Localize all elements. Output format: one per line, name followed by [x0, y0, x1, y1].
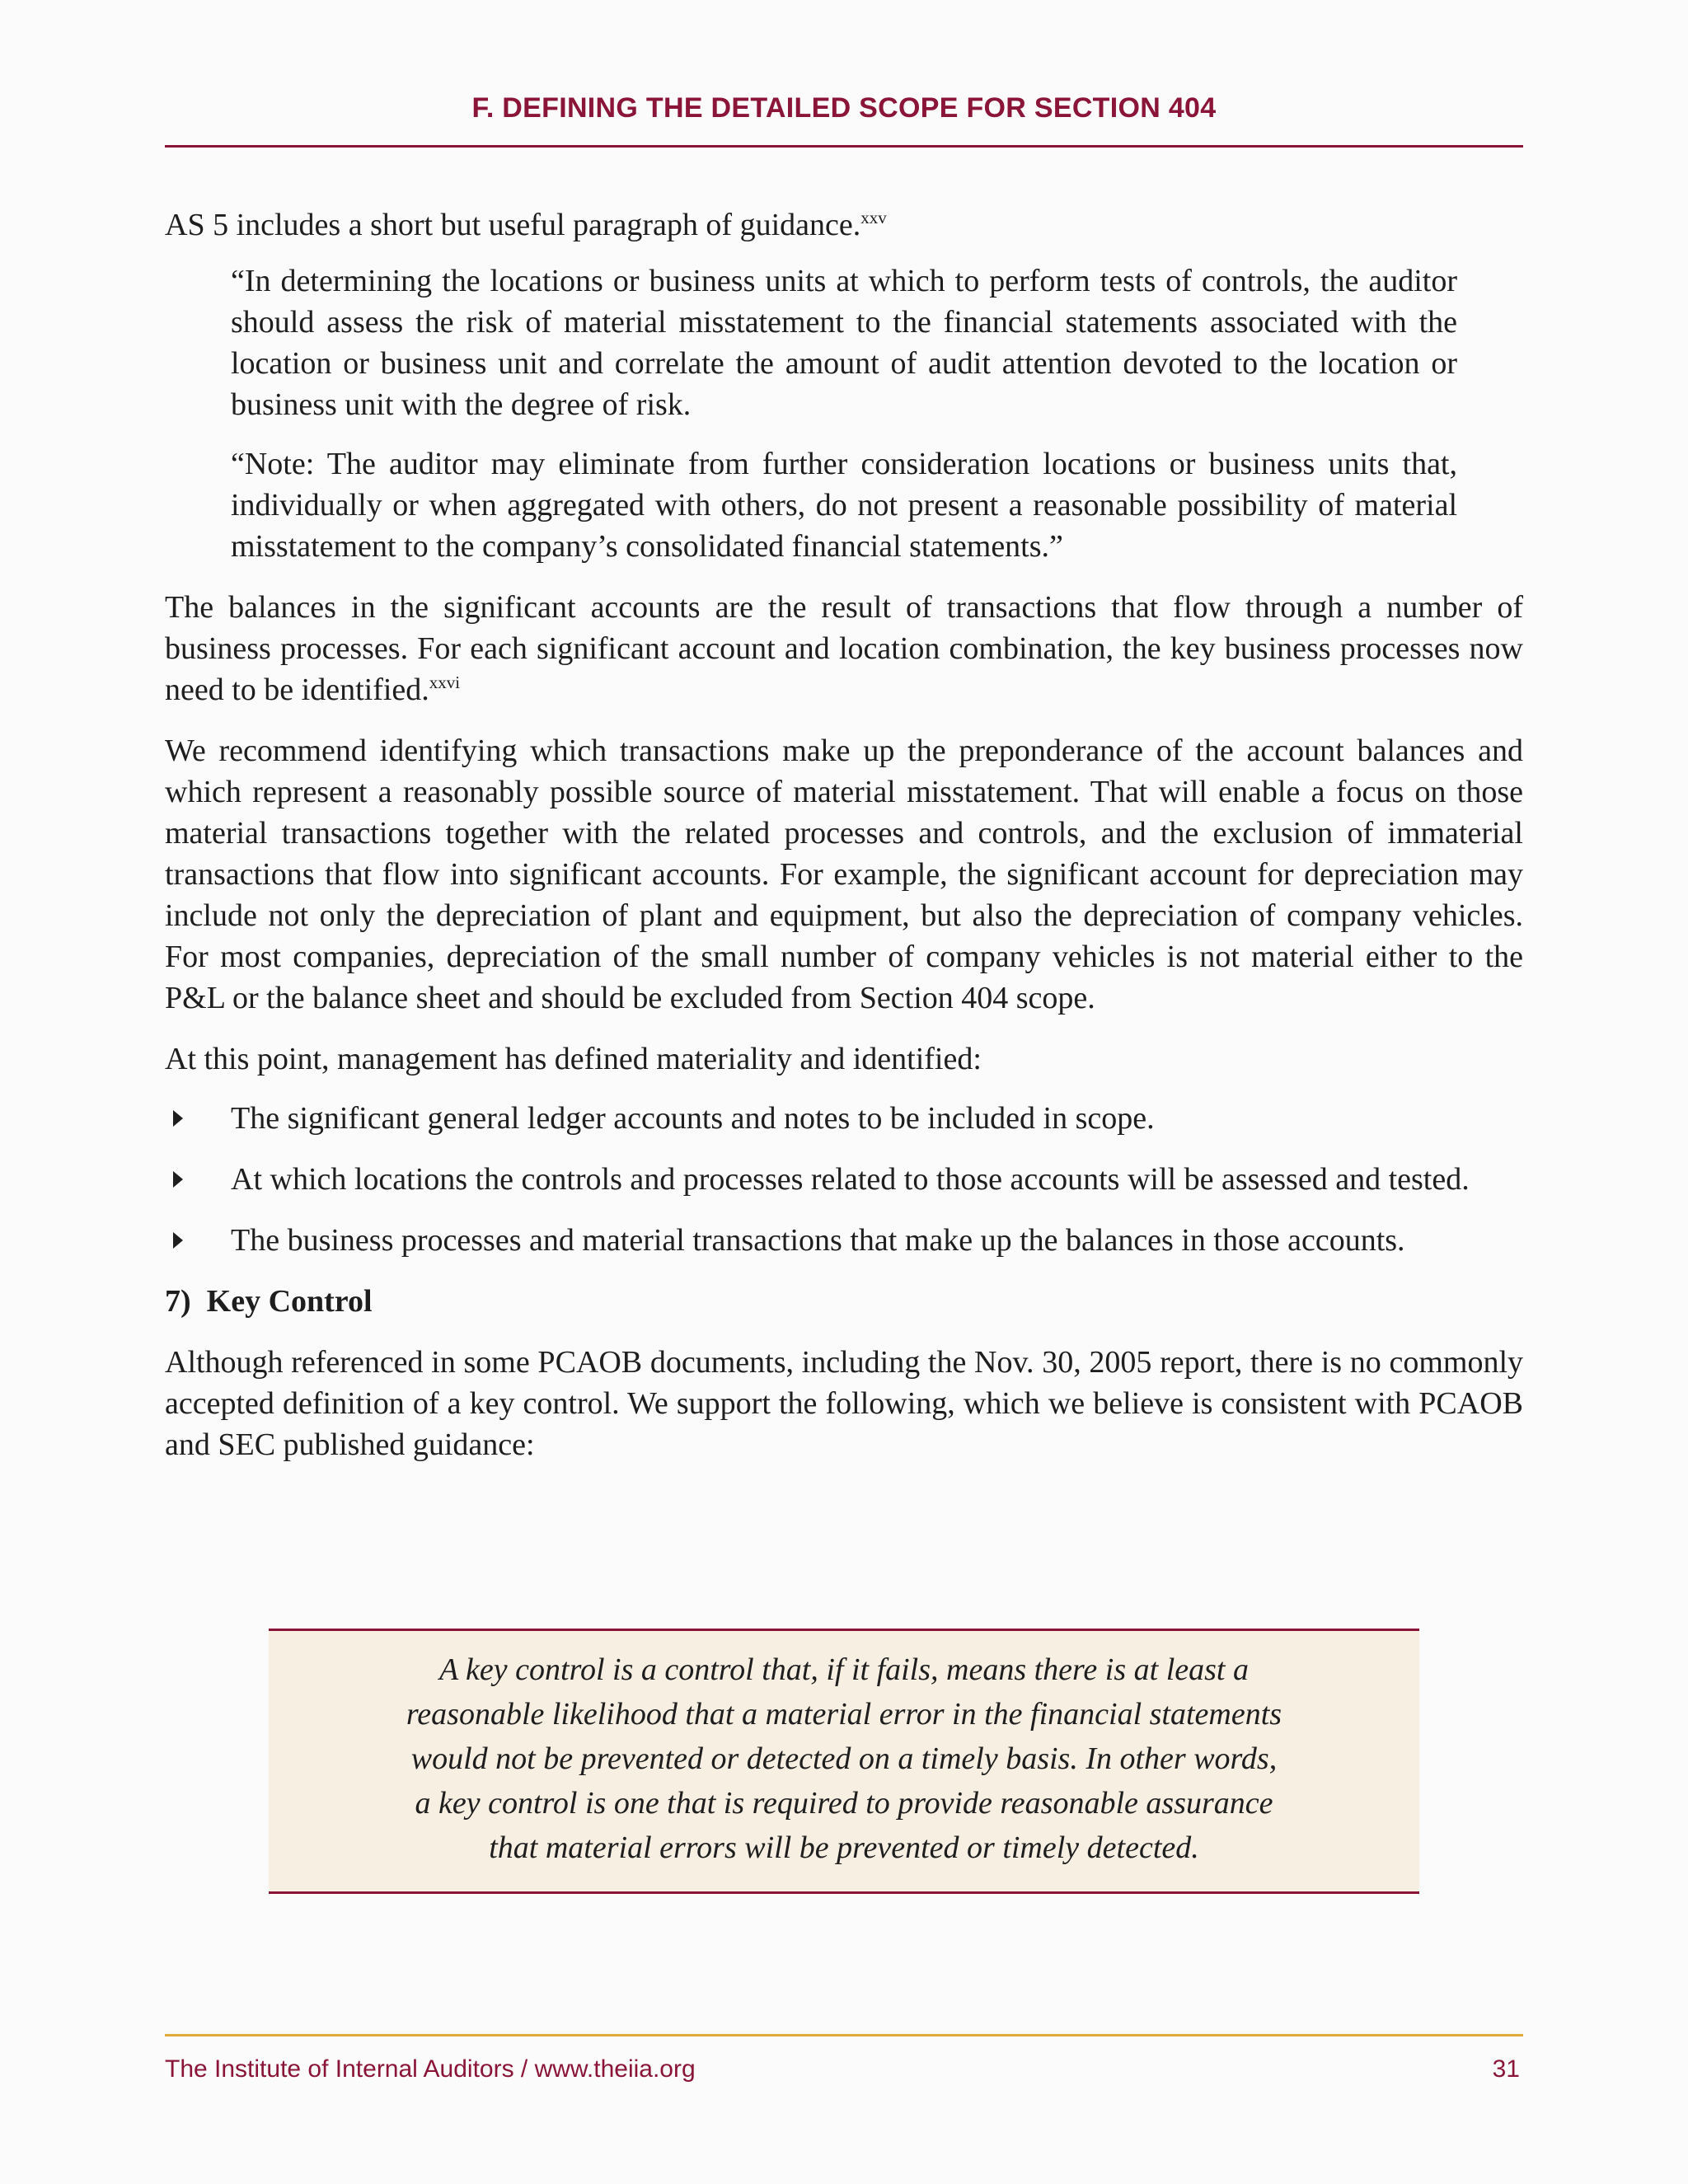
list-item	[165, 1159, 1523, 1200]
callout-line: would not be prevented or detected on a timely basis. In other words,	[410, 1741, 1278, 1776]
footer-divider	[165, 2034, 1523, 2036]
page-number: 31	[1492, 2055, 1520, 2083]
paragraph-balances	[165, 587, 1523, 710]
bullet-text: The significant general ledger accounts and notes to be included in scope.	[231, 1101, 1155, 1136]
paragraph-recommend: We recommend identifying which transactions make up the preponderance of the account balances and which represent a reasonably possible source of material misstatement. That will enable a focus on those material transactions together with the related processes and controls, and the exclusion of immaterial transactions that flow into significant accounts. For example, the significant account for depreciation may include not only the depreciation of plant and equipment, but also the depreciation of company vehicles. For most companies, depreciation of the small number of company vehicles is not material either to the P&L or the balance sheet and should be excluded from Section 404 scope.	[165, 733, 1523, 1015]
page-header-title: F. DEFINING THE DETAILED SCOPE FOR SECTION 404	[471, 92, 1217, 124]
scope-bullet-list	[165, 1098, 1523, 1261]
key-control-definition-callout	[269, 1629, 1419, 1894]
callout-line: A key control is a control that, if it fails, means there is at least a	[439, 1652, 1249, 1687]
paragraph-balances-text: The balances in the significant accounts are the result of transactions that flow through a number of business processes. For each significant account and location combination, the key business processes now need to be identified.	[165, 590, 1523, 707]
bullet-text: At which locations the controls and processes related to those accounts will be assessed and tested.	[231, 1162, 1470, 1197]
bullet-text: The business processes and material transactions that make up the balances in those accounts.	[231, 1223, 1405, 1258]
endnote-ref-xxvi[interactable]: xxvi	[429, 673, 461, 692]
intro-text: AS 5 includes a short but useful paragraph of guidance.	[165, 208, 861, 242]
triangle-bullet-icon	[173, 1232, 183, 1249]
callout-line: reasonable likelihood that a material error in the financial statements	[406, 1697, 1282, 1732]
header-divider	[165, 145, 1523, 148]
quote-note: “Note: The auditor may eliminate from further consideration locations or business units that, individually or when aggregated with others, do not present a reasonable possibility of material misstatement to the company’s consolidated financial statements.”	[231, 447, 1457, 564]
list-item	[165, 1098, 1523, 1139]
triangle-bullet-icon	[173, 1171, 183, 1188]
section-heading-key-control: 7) Key Control	[165, 1284, 373, 1319]
endnote-ref-xxv[interactable]: xxv	[860, 208, 887, 227]
callout-line: a key control is one that is required to provide reasonable assurance	[415, 1786, 1273, 1821]
paragraph-key-control: Although referenced in some PCAOB documents, including the Nov. 30, 2005 report, there is no commonly accepted definition of a key control. We support the following, which we believe is consistent with PCAOB and SEC published guidance:	[165, 1345, 1523, 1462]
quote-locations: “In determining the locations or business units at which to perform tests of controls, the auditor should assess the risk of material misstatement to the financial statements associated with the location or business unit and correlate the amount of audit attention devoted to the location or business unit with the degree of risk.	[231, 264, 1457, 422]
list-item	[165, 1220, 1523, 1261]
intro-paragraph	[165, 204, 1523, 246]
paragraph-at-this-point: At this point, management has defined materiality and identified:	[165, 1042, 982, 1076]
footer-source: The Institute of Internal Auditors / www.theiia.org	[165, 2055, 696, 2083]
triangle-bullet-icon	[173, 1110, 183, 1127]
callout-line: that material errors will be prevented or timely detected.	[489, 1830, 1199, 1865]
page-content	[165, 204, 1523, 1465]
